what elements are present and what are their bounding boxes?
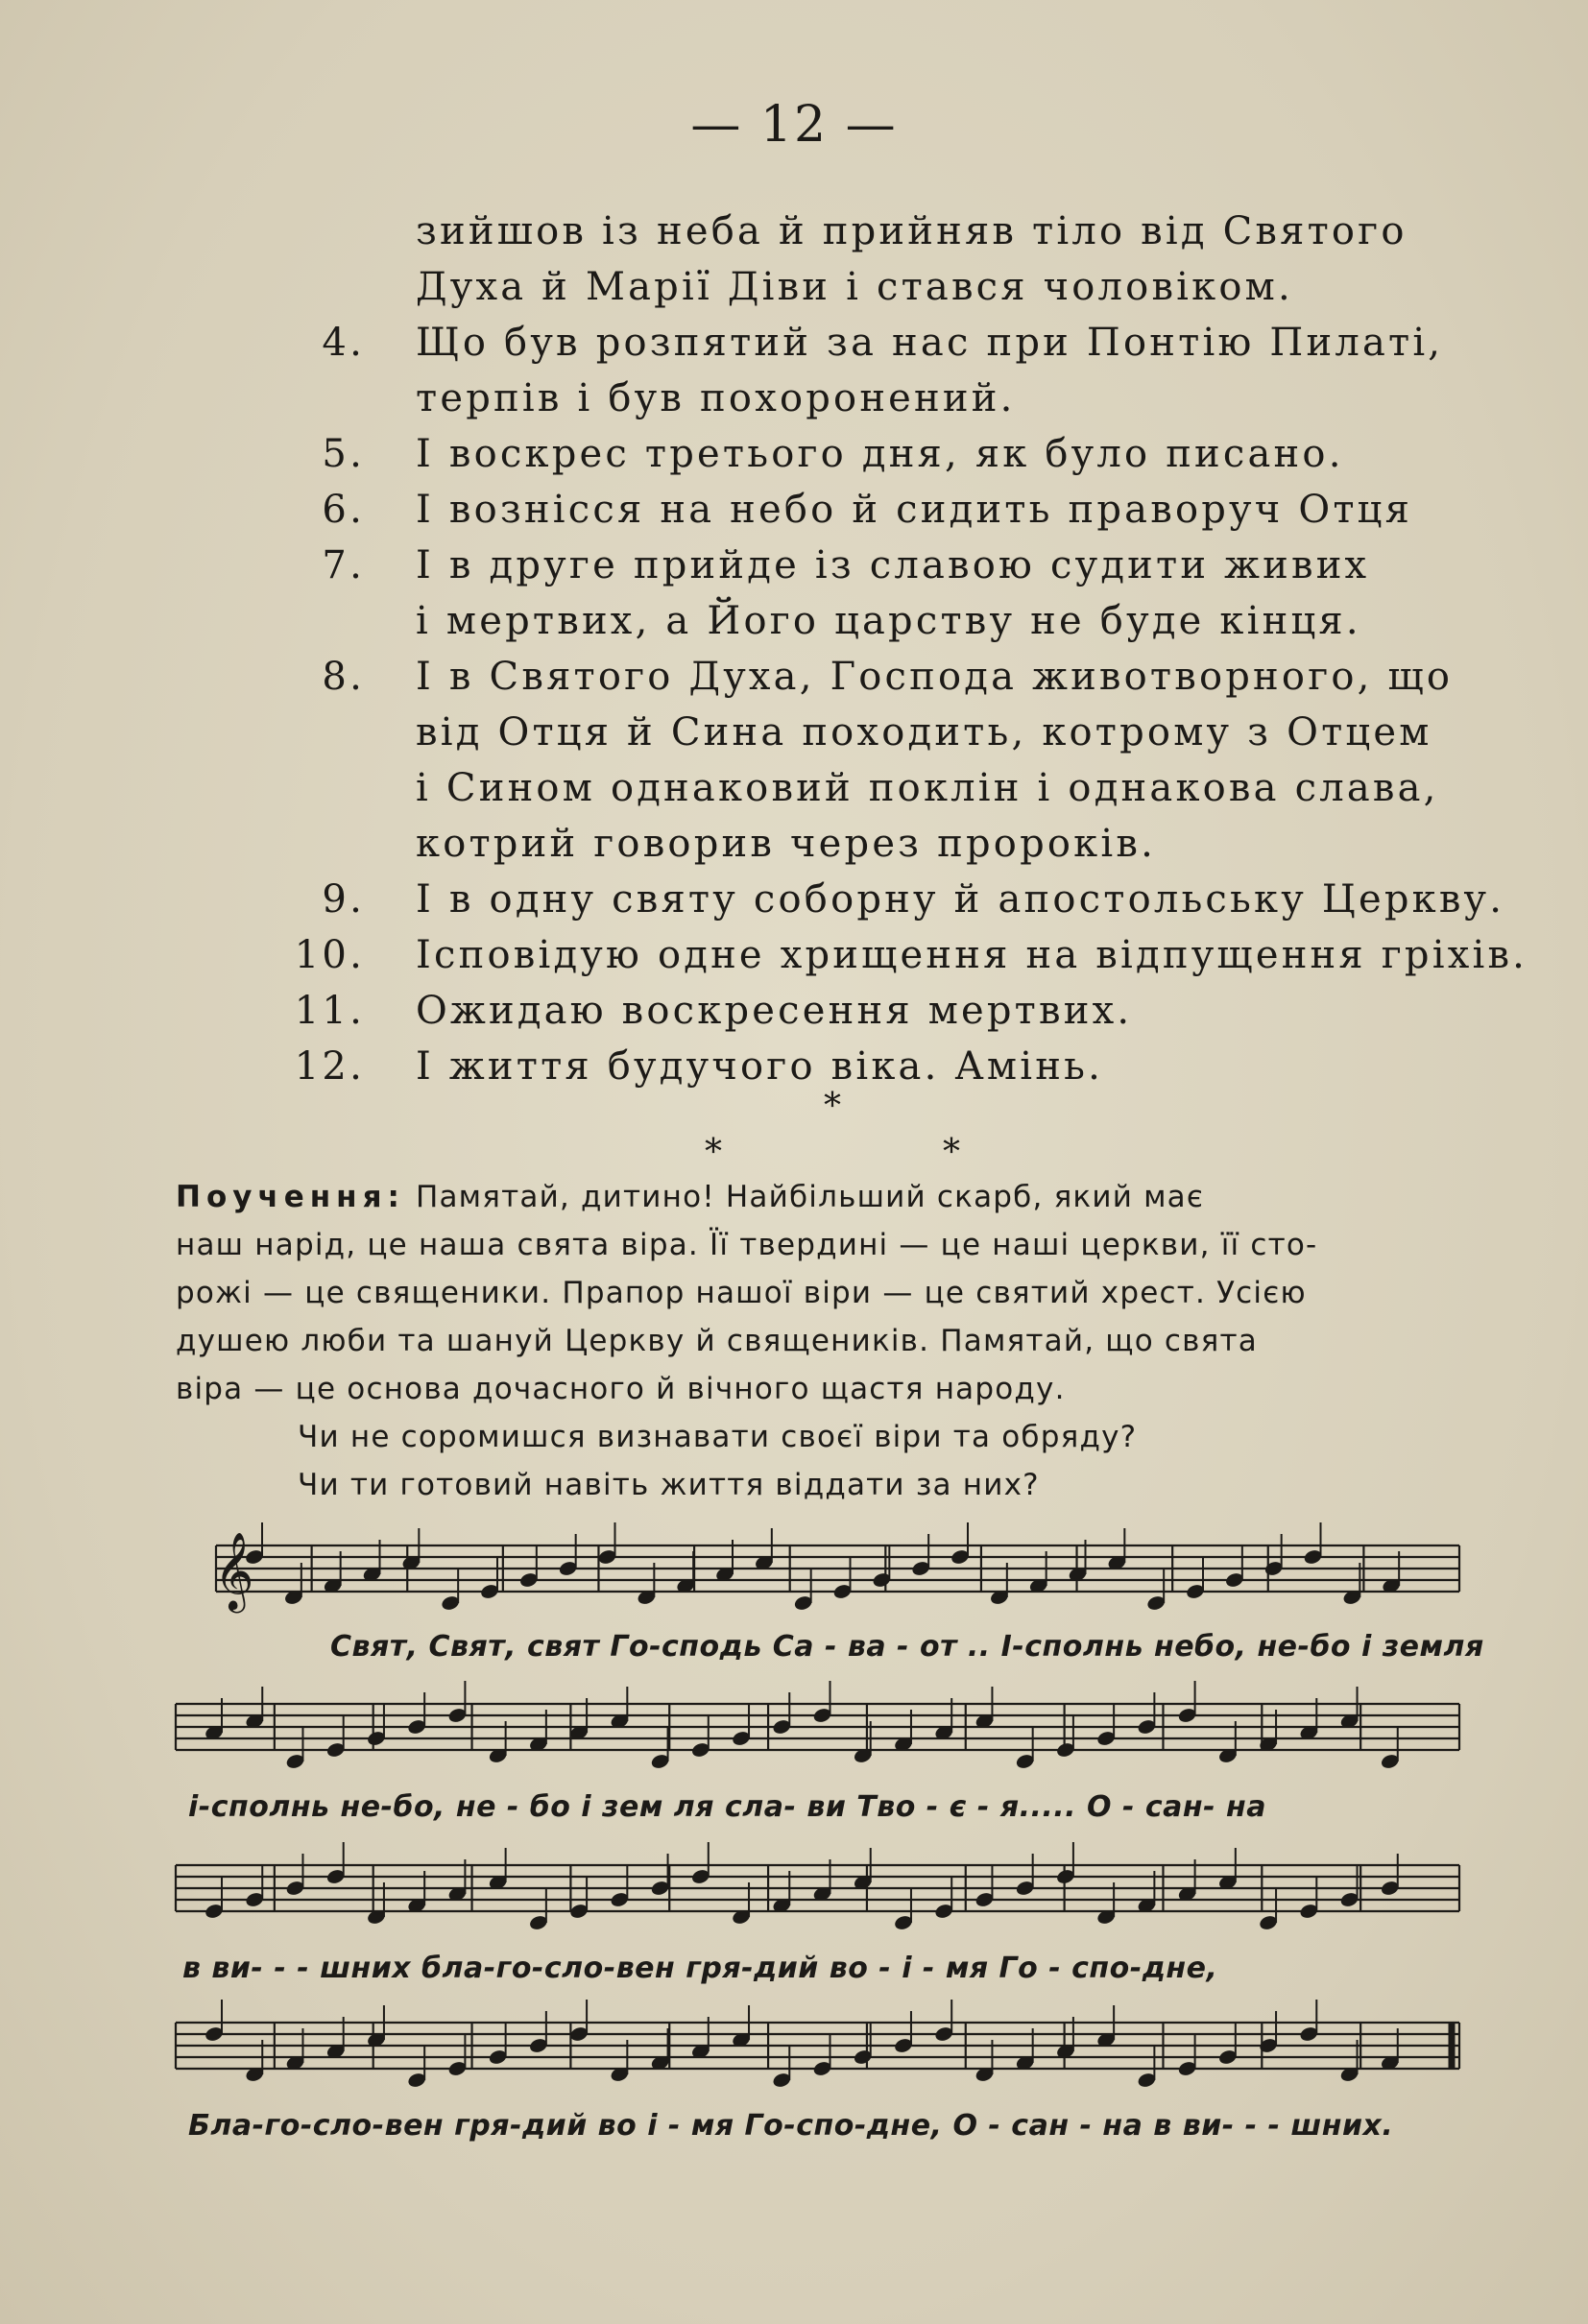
verse-text: Що був розпятий за нас при Понтію Пилаті,	[416, 321, 1444, 365]
verse-text: Ісповідую одне хрищення на відпущення гріхів.	[416, 933, 1528, 977]
creed-line	[288, 426, 1498, 482]
verse-text: зийшов із неба й прийняв тіло від Святого	[416, 209, 1408, 253]
lesson-line: душею люби та шануй Церкву й священиків. Памятай, що свята	[176, 1324, 1258, 1358]
asterism-star: *	[943, 1133, 960, 1172]
creed-line	[288, 927, 1528, 983]
creed-line	[288, 872, 1505, 927]
creed-line	[288, 538, 1498, 593]
lyrics-line: Бла-го-сло-вен гря-дий во і - мя Го-спо-дне, О - сан - на в ви- - - шних.	[188, 2109, 1394, 2143]
lyrics-line: Свят, Свят, свят Го-сподь Са - ва - от .. І-сполнь небо, не-бо і земля	[330, 1630, 1484, 1664]
creed-text	[288, 204, 1528, 1094]
creed-line	[288, 983, 1498, 1039]
verse-number: 4.	[322, 321, 365, 365]
verse-number: 9.	[322, 877, 365, 922]
music-staves	[0, 1507, 1588, 2198]
verse-text: І в одну святу соборну й апостольську Церкву.	[416, 877, 1505, 922]
verse-number: 12.	[294, 1044, 365, 1089]
lesson-line: віра — це основа дочасного й вічного щастя народу.	[176, 1372, 1066, 1406]
verse-number: 5.	[322, 432, 365, 476]
lesson-block	[176, 1173, 1481, 1509]
creed-line	[288, 760, 1498, 816]
verse-text: від Отця й Сина походить, котрому з Отцем	[416, 710, 1432, 755]
verse-number: 8.	[322, 655, 365, 699]
creed-line	[288, 371, 1498, 426]
lesson-text: Памятай, дитино! Найбільший скарб, який має	[415, 1180, 1205, 1214]
lesson-line: рожі — це священики. Прапор нашої віри — це святий хрест. Усією	[176, 1276, 1307, 1310]
page-number: — 12 —	[690, 96, 898, 154]
verse-text: І в друге прийде із славою судити живих	[416, 543, 1370, 587]
creed-line	[288, 204, 1498, 259]
lyrics-line: і-сполнь не-бо, не - бо і зем ля сла- ви Тво - є - я..... О - сан- на	[188, 1790, 1266, 1824]
verse-number: 6.	[322, 488, 365, 532]
asterism-star: *	[824, 1087, 841, 1126]
creed-line	[288, 315, 1498, 371]
lesson-question: Чи не соромишся визнавати своєї віри та обряду?	[298, 1420, 1138, 1454]
verse-text: Ожидаю воскресення мертвих.	[416, 989, 1133, 1033]
verse-number: 10.	[294, 933, 365, 977]
verse-text: І життя будучого віка. Амінь.	[416, 1044, 1103, 1089]
verse-text: І вознісся на небо й сидить праворуч Отця	[416, 488, 1413, 532]
asterism-star: *	[705, 1133, 722, 1172]
lesson-label: Поучення:	[176, 1180, 405, 1214]
verse-text: і мертвих, а Його царству не буде кінця.	[416, 599, 1361, 643]
verse-text: терпів і був похоронений.	[416, 376, 1016, 420]
verse-text: котрий говорив через пророків.	[416, 822, 1156, 866]
lyrics-line: в ви- - - шних бла-го-сло-вен гря-дий во - і - мя Го - спо-дне,	[182, 1952, 1218, 1985]
lesson-question: Чи ти готовий навіть життя віддати за них?	[298, 1468, 1040, 1502]
creed-line	[288, 593, 1498, 649]
verse-text: І воскрес третього дня, як було писано.	[416, 432, 1344, 476]
verse-text: І в Святого Духа, Господа животворного, що	[416, 655, 1454, 699]
music-score	[0, 1507, 1588, 2198]
creed-line	[288, 816, 1498, 872]
creed-line	[288, 705, 1498, 760]
verse-number: 11.	[294, 989, 365, 1033]
lesson-line: наш нарід, це наша свята віра. Її твердині — це наші церкви, її сто-	[176, 1228, 1318, 1262]
verse-number: 7.	[322, 543, 365, 587]
creed-line	[288, 259, 1498, 315]
treble-clef: 𝄞	[214, 1531, 254, 1610]
creed-line	[288, 1039, 1498, 1094]
verse-text: Духа й Марії Діви і стався чоловіком.	[416, 265, 1293, 309]
verse-text: і Сином однаковий поклін і однакова слава,	[416, 766, 1439, 810]
creed-line	[288, 482, 1498, 538]
lesson-line	[176, 1173, 1481, 1221]
creed-line	[288, 649, 1498, 705]
